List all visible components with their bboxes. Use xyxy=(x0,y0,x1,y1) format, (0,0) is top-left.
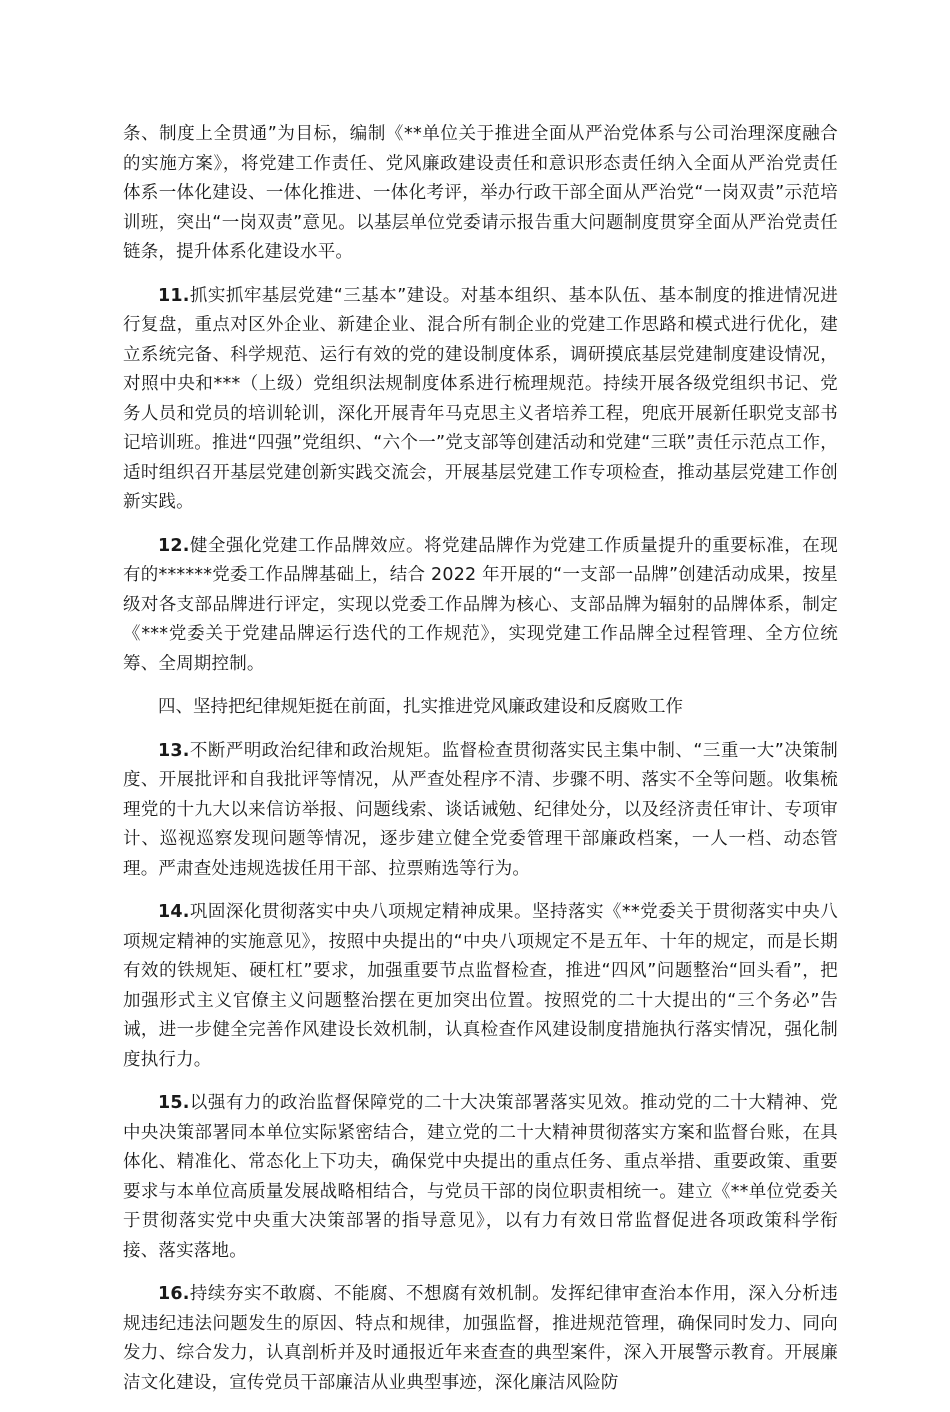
item-number: 14. xyxy=(158,902,190,922)
item-16-paragraph xyxy=(123,1280,838,1398)
item-text: 不断严明政治纪律和政治规矩。监督检查贯彻落实民主集中制、“三重一大”决策制度、开展批评和自我批评等情况，从严查处程序不清、步骤不明、落实不全等问题。收集梳理党的十九大以来信访举报、问题线索、谈话诫勉、纪律处分，以及经济责任审计、专项审计、巡视巡察发现问题等情况，逐步建立健全党委管理干部廉政档案，一人一档、动态管理。严肃查处违规选拔任用干部、拉票贿选等行为。 xyxy=(123,740,838,879)
item-text: 巩固深化贯彻落实中央八项规定精神成果。坚持落实《**党委关于贯彻落实中央八项规定精神的实施意见》，按照中央提出的“中央八项规定不是五年、十年的规定，而是长期有效的铁规矩、硬杠杠”要求，加强重要节点监督检查，推进“四风”问题整治“回头看”，把加强形式主义官僚主义问题整治摆在更加突出位置。按照党的二十大提出的“三个务必”告诫，进一步健全完善作风建设长效机制，认真检查作风建设制度措施执行落实情况，强化制度执行力。 xyxy=(123,902,838,1070)
item-text: 持续夯实不敢腐、不能腐、不想腐有效机制。发挥纪律审查治本作用，深入分析违规违纪违法问题发生的原因、特点和规律，加强监督，推进规范管理，确保同时发力、同向发力、综合发力，认真剖析并及时通报近年来查查的典型案件，深入开展警示教育。开展廉洁文化建设，宣传党员干部廉洁从业典型事迹，深化廉洁风险防 xyxy=(123,1284,838,1393)
document-page xyxy=(123,120,838,1412)
item-number: 16. xyxy=(158,1284,190,1304)
item-15-paragraph xyxy=(123,1089,838,1266)
item-number: 15. xyxy=(158,1093,190,1113)
item-text: 以强有力的政治监督保障党的二十大决策部署落实见效。推动党的二十大精神、党中央决策部署同本单位实际紧密结合，建立党的二十大精神贯彻落实方案和监督台账，在具体化、精准化、常态化上下功夫，确保党中央提出的重点任务、重点举措、重要政策、重要要求与本单位高质量发展战略相结合，与党员干部的岗位职责相统一。建立《**单位党委关于贯彻落实党中央重大决策部署的指导意见》，以有力有效日常监督促进各项政策科学衔接、落实落地。 xyxy=(123,1093,838,1261)
item-number: 12. xyxy=(158,535,190,556)
item-text: 健全强化党建工作品牌效应。将党建品牌作为党建工作质量提升的重要标准，在现有的******党委工作品牌基础上，结合 2022 年开展的“一支部一品牌”创建活动成果，按星级对各支部品牌进行评定，实现以党委工作品牌为核心、支部品牌为辐射的品牌体系，制定《***党委关于党建品牌运行迭代的工作规范》，实现党建工作品牌全过程管理、全方位统筹、全周期控制。 xyxy=(123,535,838,674)
item-11-paragraph xyxy=(123,282,838,518)
item-number: 11. xyxy=(158,285,190,306)
intro-paragraph: 条、制度上全贯通”为目标，编制《**单位关于推进全面从严治党体系与公司治理深度融合的实施方案》，将党建工作责任、党风廉政建设责任和意识形态责任纳入全面从严治党责任体系一体化建设、一体化推进、一体化考评，举办行政干部全面从严治党“一岗双责”示范培训班，突出“一岗双责”意见。以基层单位党委请示报告重大问题制度贯穿全面从严治党责任链条，提升体系化建设水平。 xyxy=(123,124,838,262)
item-number: 13. xyxy=(158,740,190,761)
item-14-paragraph xyxy=(123,898,838,1075)
item-12-paragraph xyxy=(123,532,838,680)
item-text: 抓实抓牢基层党建“三基本”建设。对基本组织、基本队伍、基本制度的推进情况进行复盘，重点对区外企业、新建企业、混合所有制企业的党建工作思路和模式进行优化，建立系统完备、科学规范、运行有效的党的建设制度体系，调研摸底基层党建制度建设情况，对照中央和***（上级）党组织法规制度体系进行梳理规范。持续开展各级党组织书记、党务人员和党员的培训轮训，深化开展青年马克思主义者培养工程，兜底开展新任职党支部书记培训班。推进“四强”党组织、“六个一”党支部等创建活动和党建“三联”责任示范点工作，适时组织召开基层党建创新实践交流会，开展基层党建工作专项检查，推动基层党建工作创新实践。 xyxy=(123,285,838,512)
item-13-paragraph xyxy=(123,737,838,885)
section-heading: 四、坚持把纪律规矩挺在前面，扎实推进党风廉政建设和反腐败工作 xyxy=(158,697,683,717)
